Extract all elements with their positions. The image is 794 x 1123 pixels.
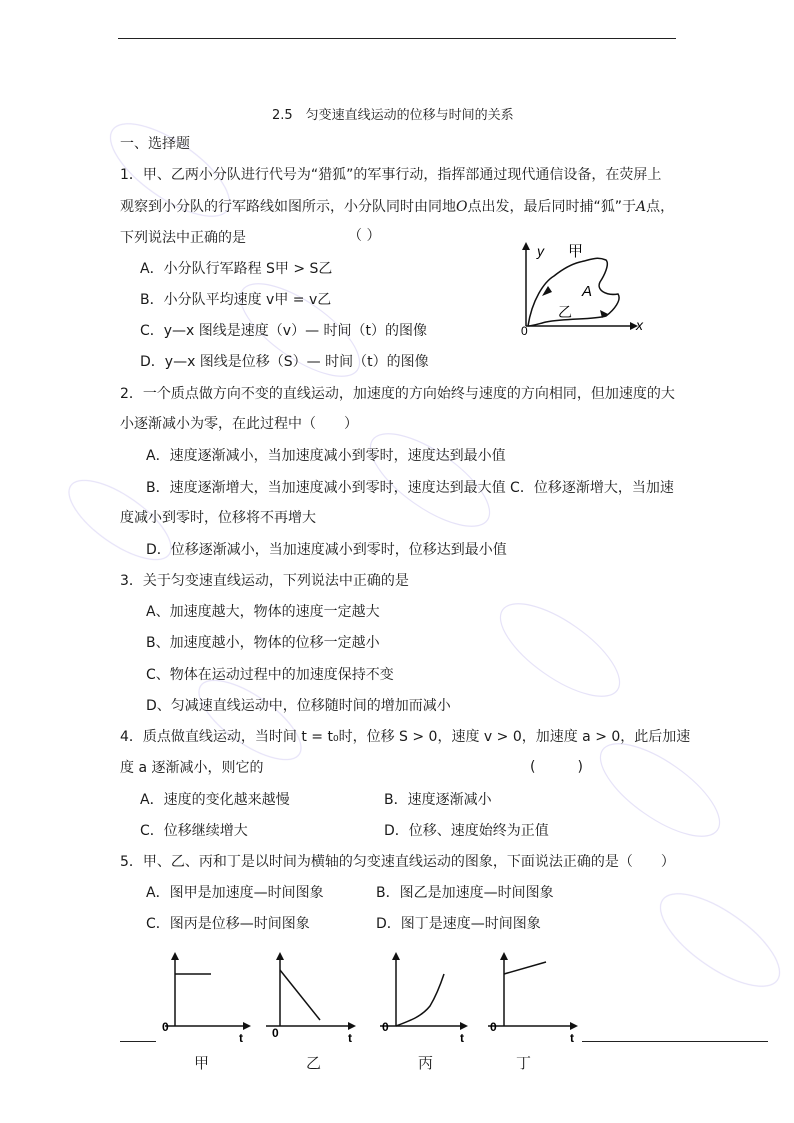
q5-graph-ding-t: t [570,1031,574,1045]
q5-option-b: B．图乙是加速度—时间图象 [376,885,554,901]
q3-option-b: B、加速度越小，物体的位移一定越小 [146,635,380,651]
q1-route-figure [510,238,650,338]
q1-option-d: D．y—x 图线是位移（S）— 时间（t）的图像 [140,354,429,370]
q1-figure-jia: 甲 [568,243,584,260]
q1-figure-origin: 0 [521,324,528,338]
q1-stem-line3: 下列说法中正确的是 [120,230,246,246]
q1-stem-line2: 观察到小分队的行军路线如图所示，小分队同时由同地O点出发，最后同时捕“狐”于A点， [120,199,675,215]
q5-stem: 5．甲、乙、丙和丁是以时间为横轴的匀变速直线运动的图象，下面说法正确的是（ ） [120,854,675,870]
q5-option-d: D．图丁是速度—时间图象 [376,916,541,932]
q5-graph-ding [484,950,584,1045]
q2-stem-line2: 小逐渐减小为零，在此过程中（ ） [120,416,358,432]
q5-graph-bing-t: t [460,1031,464,1045]
q1-option-b: B．小分队平均速度 v甲 = v乙 [140,292,332,308]
q5-graph-label-jia: 甲 [194,1054,210,1072]
q5-graph-label-ding: 丁 [516,1054,532,1072]
q1-answer-bracket: （ ） [348,228,381,244]
q5-graph-yi-origin: 0 [272,1026,279,1040]
q5-graph-jia-origin: 0 [162,1020,169,1034]
q4-option-d: D．位移、速度始终为正值 [384,823,549,839]
q1-stem-line1: 1．甲、乙两小分队进行代号为“猎狐”的军事行动，指挥部通过现代通信设备，在荧屏上 [120,167,662,183]
q5-graph-yi-t: t [348,1031,352,1045]
q2-option-c-cont: 度减小到零时，位移将不再增大 [120,510,316,526]
q2-option-d: D．位移逐渐减小，当加速度减小到零时，位移达到最小值 [146,542,507,558]
q5-graph-ding-origin: 0 [490,1020,497,1034]
q4-stem-line2: 度 a 逐渐减小，则它的 [120,760,264,776]
q2-stem-line1: 2．一个质点做方向不变的直线运动，加速度的方向始终与速度的方向相同，但加速度的大 [120,386,675,402]
footer-rule-right [582,1041,768,1042]
q1-figure-a: A [582,283,593,300]
q1-figure-y-label: y [537,243,544,259]
q4-option-a: A．速度的变化越来越慢 [140,792,290,808]
q1-option-a: A．小分队行军路程 S甲 > S乙 [140,261,333,277]
q3-option-d: D、匀减速直线运动中，位移随时间的增加而减小 [146,698,451,714]
q3-stem: 3．关于匀变速直线运动，下列说法中正确的是 [120,573,409,589]
q5-graph-jia-t: t [239,1031,243,1045]
q1-figure-yi: 乙 [558,304,572,320]
q4-option-b: B．速度逐渐减小 [384,792,492,808]
q4-stem-line1: 4．质点做直线运动，当时间 t = t₀时，位移 S > 0，速度 v > 0，加速度 a > 0，此后加速 [120,729,691,745]
q3-option-c: C、物体在运动过程中的加速度保持不变 [146,667,394,683]
q2-option-bc: B．速度逐渐增大，当加速度减小到零时，速度达到最大值 C．位移逐渐增大，当加速 [146,480,674,496]
q3-option-a: A、加速度越大，物体的速度一定越大 [146,604,380,620]
q5-graph-label-bing: 丙 [418,1054,434,1072]
q5-option-c: C．图丙是位移—时间图象 [146,916,310,932]
q1-figure-x-label: x [636,317,643,333]
q5-graph-yi [260,950,360,1045]
page-title: 2.5 匀变速直线运动的位移与时间的关系 [272,108,514,123]
q4-answer-bracket: ( ) [530,759,583,775]
q4-option-c: C．位移继续增大 [140,823,248,839]
footer-rule-left [120,1041,156,1042]
q5-graph-jia [155,950,255,1045]
header-rule [118,38,676,39]
q2-option-a: A．速度逐渐减小，当加速度减小到零时，速度达到最小值 [146,448,506,464]
q5-graph-bing-origin: 0 [382,1020,389,1034]
q1-option-c: C．y—x 图线是速度（v）— 时间（t）的图像 [140,323,428,339]
section-heading: 一、选择题 [120,136,190,152]
q5-option-a: A．图甲是加速度—时间图象 [146,885,324,901]
q5-graph-bing [376,950,476,1045]
q5-graph-label-yi: 乙 [306,1054,322,1072]
